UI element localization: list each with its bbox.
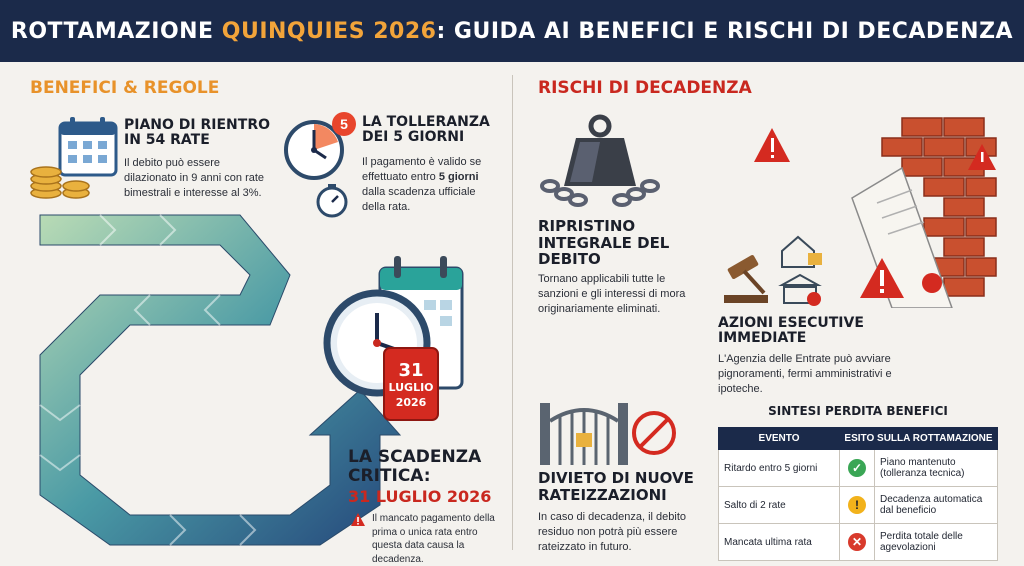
tolerance-text: Il pagamento è valido se effettuato entro 5 giorni dalla scadenza ufficiale della rata. (362, 156, 482, 213)
actions-text: L'Agenzia delle Entrate può avviare pignoramenti, fermi amministrativi e ipoteche. (718, 353, 892, 395)
deadline-title: LA SCADENZA CRITICA: (348, 447, 482, 486)
row-outcome: Perdita totale delle agevolazioni (875, 524, 998, 561)
row-event: Salto di 2 rate (719, 487, 840, 524)
no-entry-icon (634, 413, 674, 453)
restore-title: RIPRISTINO INTEGRALE DEL DEBITO (538, 217, 670, 268)
summary-table (718, 427, 998, 561)
row-status-icon (840, 487, 875, 524)
risks-section-title: RISCHI DI DECADENZA (538, 78, 752, 98)
status-error-icon: ✕ (848, 533, 866, 551)
calendar-month: LUGLIO (388, 381, 434, 394)
clock-icon (322, 248, 467, 443)
row-event: Mancata ultima rata (719, 524, 840, 561)
row-outcome: Decadenza automatica dal beneficio (875, 487, 998, 524)
warning-icon (350, 512, 366, 527)
row-event: Ritardo entro 5 giorni (719, 450, 840, 487)
weight-chain-icon (540, 112, 660, 212)
section-divider (512, 75, 513, 550)
stopwatch-icon (282, 110, 362, 222)
tolerance-title: LA TOLLERANZA DEI 5 GIORNI (362, 114, 490, 146)
restore-text: Tornano applicabili tutte le sanzioni e gli interessi di mora originariamente eliminati. (538, 273, 686, 315)
plan-text: Il debito può essere dilazionato in 9 anni con rate bimestrali e interesse al 3%. (124, 157, 265, 199)
status-warning-icon: ! (848, 496, 866, 514)
ban-title: DIVIETO DI NUOVE RATEIZZAZIONI (538, 469, 694, 504)
table-row (719, 524, 998, 561)
bank-icon (782, 275, 821, 306)
calendar-icon (28, 115, 120, 205)
deadline-date: 31 LUGLIO 2026 (348, 487, 492, 506)
actions-title: AZIONI ESECUTIVE IMMEDIATE (718, 315, 864, 347)
summary-title: SINTESI PERDITA BENEFICI (768, 404, 948, 418)
gate-icon (540, 393, 680, 468)
row-outcome: Piano mantenuto (tolleranza tecnica) (875, 450, 998, 487)
gavel-icon (720, 235, 830, 310)
table-row (719, 450, 998, 487)
table-row (719, 487, 998, 524)
status-ok-icon: ✓ (848, 459, 866, 477)
page-title: ROTTAMAZIONE QUINQUIES 2026: GUIDA AI BENEFICI E RISCHI DI DECADENZA (10, 18, 1014, 44)
house-lock-icon (782, 237, 822, 267)
column-header-event: EVENTO (719, 428, 840, 450)
column-header-outcome: ESITO SULLA ROTTAMAZIONE (840, 428, 998, 450)
row-status-icon (840, 450, 875, 487)
row-status-icon (840, 524, 875, 561)
deadline-text: Il mancato pagamento della prima o unica rata entro questa data causa la decadenza. (372, 513, 495, 565)
tolerance-badge: 5 (340, 116, 348, 132)
title-banner (0, 0, 1024, 62)
plan-title: PIANO DI RIENTRO IN 54 RATE (124, 117, 271, 149)
calendar-year: 2026 (395, 396, 427, 409)
calendar-day: 31 (398, 360, 424, 381)
benefits-section-title: BENEFICI & REGOLE (30, 78, 220, 98)
ban-text: In caso di decadenza, il debito residuo non potrà più essere rateizzato in futuro. (538, 511, 686, 553)
